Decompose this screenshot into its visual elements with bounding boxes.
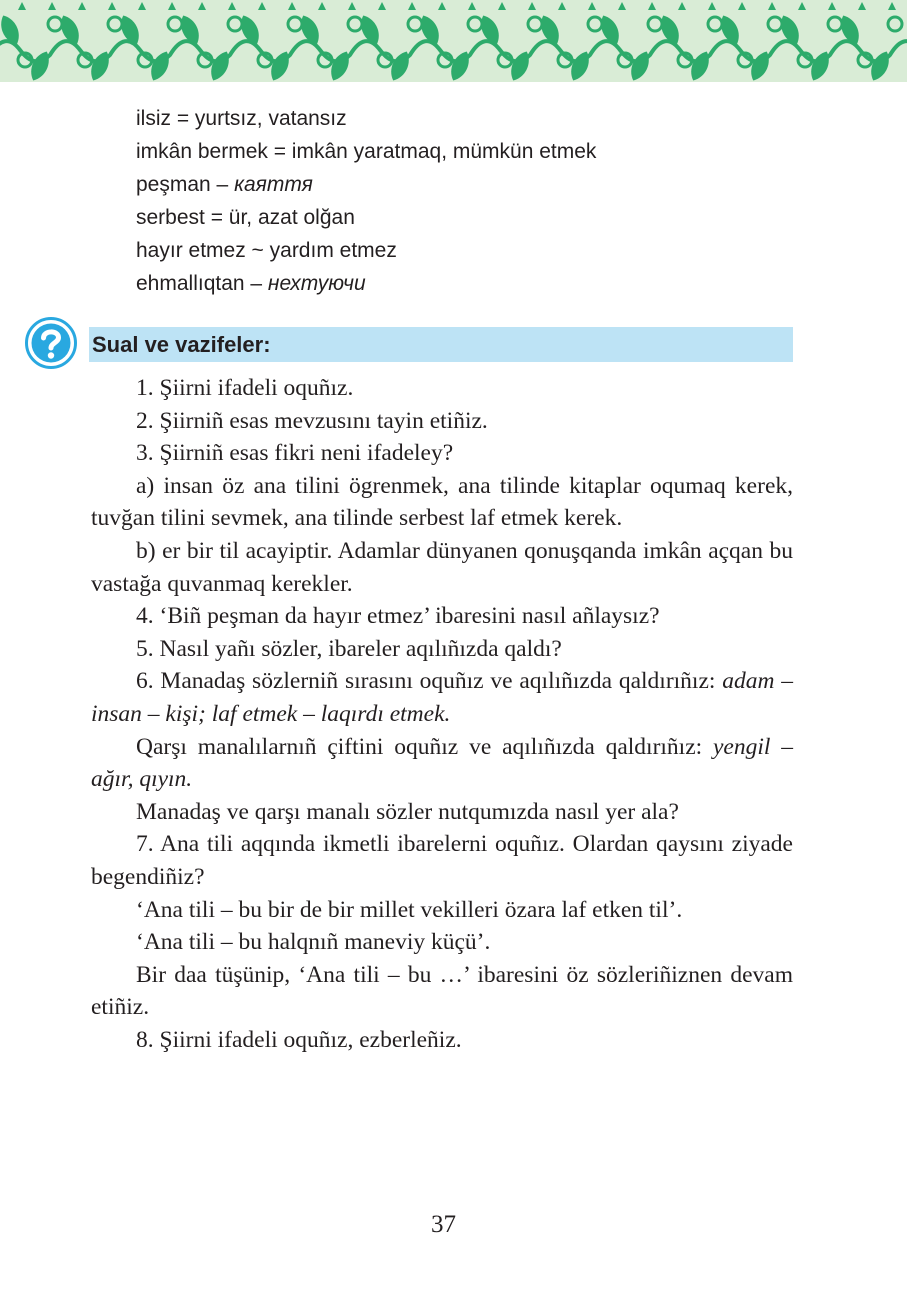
- section-title: Sual ve vazifeler:: [92, 332, 271, 357]
- task-item: 4. ‘Biñ peşman da hayır etmez’ ibaresini nasıl añlaysız?: [136, 603, 660, 630]
- vocab-item: ilsiz = yurtsız, vatansız: [136, 107, 347, 130]
- question-mark-icon: [24, 316, 78, 370]
- task-item: b) er bir til acayiptir. Adamlar dünyanen qonuşqanda imkân açqan bu vastağa quvanmaq kerekler.: [91, 537, 793, 597]
- page-number: 37: [431, 1211, 456, 1238]
- task-item: 8. Şiirni ifadeli oquñız, ezberleñiz.: [136, 1026, 462, 1053]
- task-item: 2. Şiirniñ esas mevzusını tayin etiñiz.: [136, 407, 488, 434]
- vocab-item: imkân bermek = imkân yaratmaq, mümkün etmek: [136, 140, 597, 163]
- task-item: 7. Ana tili aqqında ikmetli ibarelerni oquñız. Olardan qaysını ziyade begendiñiz?: [91, 831, 793, 890]
- task-item: Bir daa tüşünip, ‘Ana tili – bu …’ ibaresini öz sözleriñiznen devam etiñiz.: [91, 961, 793, 1021]
- vocab-item: ehmallıqtan – нехтуючи: [136, 272, 366, 295]
- task-item: 3. Şiirniñ esas fikri neni ifadeley?: [136, 440, 454, 467]
- task-list: [91, 372, 793, 1056]
- vocab-item: hayır etmez ~ yardım etmez: [136, 239, 397, 262]
- vocab-item: peşman – каяття: [136, 173, 313, 196]
- task-item: a) insan öz ana tilini ögrenmek, ana tilinde kitaplar oqumaq kerek, tuvğan tilini sevmek, ana tilinde serbest laf etmek kerek.: [91, 472, 793, 532]
- task-item: 1. Şiirni ifadeli oquñız.: [136, 375, 354, 401]
- task-item: 5. Nasıl yañı sözler, ibareler aqılıñızda qaldı?: [136, 635, 562, 662]
- task-item: Qarşı manalılarnıñ çiftini oquñız ve aqılıñızda qaldırıñız: yengil – ağır, qıyın.: [91, 733, 794, 793]
- vocabulary-list: [136, 102, 776, 300]
- task-item: ‘Ana tili – bu bir de bir millet vekilleri özara laf etken til’.: [136, 896, 683, 923]
- vocab-item: serbest = ür, azat olğan: [136, 206, 355, 229]
- task-item: ‘Ana tili – bu halqnıñ maneviy küçü’.: [136, 929, 491, 956]
- task-item: 6. Manadaş sözlerniñ sırasını oquñız ve aqılıñızda qaldırıñız: adam – insan – kişi; laf etmek – laqırdı etmek.: [91, 668, 793, 727]
- task-item: Manadaş ve qarşı manalı sözler nutqumızda nasıl yer ala?: [136, 798, 679, 825]
- decorative-leaf-border: [0, 0, 907, 82]
- section-header: [89, 327, 793, 362]
